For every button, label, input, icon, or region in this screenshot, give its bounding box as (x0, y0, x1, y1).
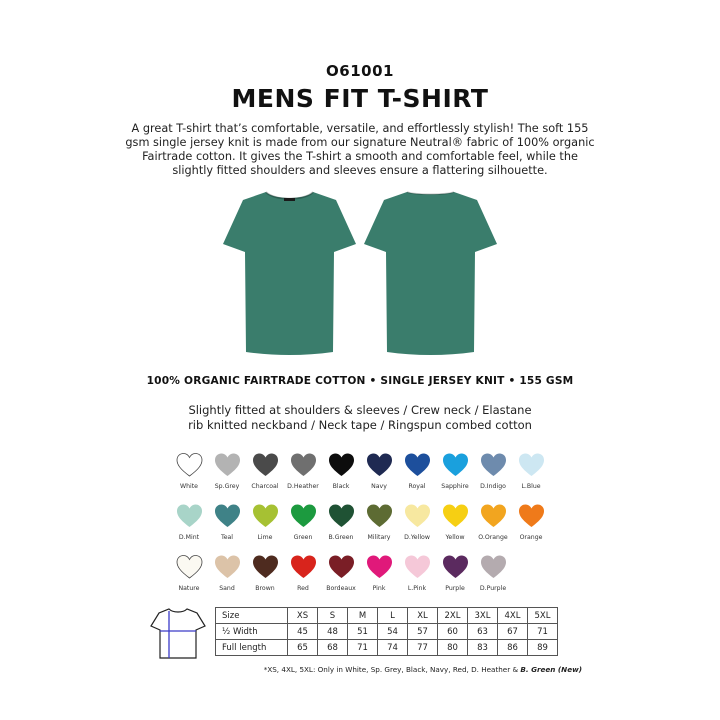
heart-swatch-icon (518, 503, 545, 530)
color-swatch (474, 452, 512, 502)
color-swatch (512, 503, 550, 553)
heart-swatch-icon (176, 554, 203, 581)
table-cell: 80 (438, 640, 468, 656)
color-swatch (170, 554, 208, 604)
color-swatch (322, 452, 360, 502)
color-swatch-label: Purple (445, 585, 465, 592)
tshirt-front-image (222, 188, 357, 356)
color-swatch (170, 503, 208, 553)
color-swatch (284, 452, 322, 502)
table-cell: 45 (288, 624, 318, 640)
heart-swatch-icon (480, 503, 507, 530)
table-cell: 74 (378, 640, 408, 656)
table-cell: 48 (318, 624, 348, 640)
color-swatch (474, 554, 512, 604)
heart-swatch-icon (442, 452, 469, 479)
color-swatch-label: Bordeaux (326, 585, 356, 592)
size-header-cell: S (318, 608, 348, 624)
heart-swatch-icon (290, 554, 317, 581)
color-swatch-label: Sp.Grey (214, 483, 240, 490)
color-swatch-label: Sand (219, 585, 235, 592)
product-description: A great T-shirt that’s comfortable, versatile, and effortlessly stylish! The soft 155 gsm single jersey knit is made from our signature Neutral® fabric of 100% organic Fairtrade cotton. It gives the T-shirt a smooth and comfortable feel, while the slightly fitted shoulders and sleeves ensure a flattering silhouette. (125, 122, 595, 177)
heart-swatch-icon (290, 452, 317, 479)
color-swatch-label: Charcoal (251, 483, 279, 490)
color-swatch-label: Teal (220, 534, 234, 541)
heart-swatch-icon (442, 503, 469, 530)
heart-swatch-icon (176, 452, 203, 479)
heart-swatch-icon (328, 503, 355, 530)
heart-swatch-icon (480, 554, 507, 581)
heart-swatch-icon (176, 503, 203, 530)
table-cell: Full length (216, 640, 288, 656)
color-swatch-label: Brown (255, 585, 275, 592)
size-header-row (216, 608, 558, 624)
color-swatch-label: B.Green (328, 534, 354, 541)
table-cell: 57 (408, 624, 438, 640)
heart-swatch-icon (214, 452, 241, 479)
color-swatch-label: O.Orange (478, 534, 508, 541)
color-swatch (284, 503, 322, 553)
color-swatch-label: Yellow (445, 534, 465, 541)
color-swatch-label: White (180, 483, 198, 490)
color-swatch-label: Nature (178, 585, 200, 592)
color-swatch-label: Lime (257, 534, 273, 541)
color-swatch-label: D.Mint (178, 534, 200, 541)
color-swatch-label: D.Yellow (404, 534, 430, 541)
footnote-text: *XS, 4XL, 5XL: Only in White, Sp. Grey, Black, Navy, Red, D. Heather & (263, 665, 521, 674)
color-swatch-label: Sapphire (441, 483, 469, 490)
color-swatch-label: Red (297, 585, 309, 592)
color-swatch (322, 554, 360, 604)
color-swatch (436, 554, 474, 604)
color-swatch-label: D.Heather (287, 483, 319, 490)
heart-swatch-icon (214, 503, 241, 530)
tshirt-back-image (363, 188, 498, 356)
color-swatch (170, 452, 208, 502)
color-swatch (246, 452, 284, 502)
color-swatch-label: Black (332, 483, 350, 490)
color-swatch (208, 554, 246, 604)
color-swatch (436, 452, 474, 502)
color-swatch-label: Military (367, 534, 391, 541)
color-swatch (512, 452, 550, 502)
table-cell: 65 (288, 640, 318, 656)
measurement-tshirt-icon (150, 604, 206, 660)
table-cell: 71 (528, 624, 558, 640)
table-cell: ½ Width (216, 624, 288, 640)
color-swatch-label: Navy (371, 483, 387, 490)
table-row (216, 624, 558, 640)
color-swatch (246, 503, 284, 553)
color-swatch-label: D.Purple (479, 585, 507, 592)
size-header-cell: 4XL (498, 608, 528, 624)
color-swatch (360, 503, 398, 553)
color-swatch (322, 503, 360, 553)
color-swatch-label: L.Blue (521, 483, 541, 490)
size-header-cell: M (348, 608, 378, 624)
heart-swatch-icon (518, 452, 545, 479)
size-header-cell: L (378, 608, 408, 624)
features-text: Slightly fitted at shoulders & sleeves / Crew neck / Elastane rib knitted neckband / Neck tape / Ringspun combed cotton (188, 403, 532, 432)
heart-swatch-icon (252, 452, 279, 479)
product-title: MENS FIT T-SHIRT (231, 84, 489, 113)
color-swatch-label: Orange (519, 534, 543, 541)
color-swatch-label: L.Pink (407, 585, 427, 592)
heart-swatch-icon (404, 554, 431, 581)
size-header-cell: XL (408, 608, 438, 624)
table-cell: 77 (408, 640, 438, 656)
table-row (216, 640, 558, 656)
table-cell: 51 (348, 624, 378, 640)
color-swatch (398, 554, 436, 604)
heart-swatch-icon (328, 554, 355, 581)
size-header-cell: 3XL (468, 608, 498, 624)
table-cell: 60 (438, 624, 468, 640)
heart-swatch-icon (328, 452, 355, 479)
specs-line: 100% ORGANIC FAIRTRADE COTTON • SINGLE JERSEY KNIT • 155 GSM (146, 375, 574, 387)
color-swatch (398, 452, 436, 502)
size-header-cell: 2XL (438, 608, 468, 624)
color-swatch-label: Pink (372, 585, 386, 592)
table-cell: 89 (528, 640, 558, 656)
heart-swatch-icon (252, 503, 279, 530)
heart-swatch-icon (480, 452, 507, 479)
availability-footnote (242, 665, 582, 674)
color-swatch-label: D.Indigo (480, 483, 506, 490)
size-chart-table (215, 607, 558, 656)
color-swatch (398, 503, 436, 553)
color-swatch (360, 452, 398, 502)
color-swatch (474, 503, 512, 553)
table-cell: 54 (378, 624, 408, 640)
table-cell: 68 (318, 640, 348, 656)
color-swatch-label: Royal (408, 483, 426, 490)
color-swatch (208, 452, 246, 502)
table-cell: 83 (468, 640, 498, 656)
color-swatch-label: Green (293, 534, 313, 541)
color-swatch (360, 554, 398, 604)
heart-swatch-icon (404, 452, 431, 479)
table-cell: 71 (348, 640, 378, 656)
heart-swatch-icon (404, 503, 431, 530)
table-cell: 67 (498, 624, 528, 640)
table-cell: 86 (498, 640, 528, 656)
heart-swatch-icon (214, 554, 241, 581)
size-header-cell: XS (288, 608, 318, 624)
heart-swatch-icon (290, 503, 317, 530)
footnote-emphasis: B. Green (New) (520, 665, 582, 674)
heart-swatch-icon (366, 452, 393, 479)
heart-swatch-icon (442, 554, 469, 581)
heart-swatch-icon (366, 554, 393, 581)
color-swatch (208, 503, 246, 553)
heart-swatch-icon (252, 554, 279, 581)
size-header-cell: 5XL (528, 608, 558, 624)
color-swatch (284, 554, 322, 604)
heart-swatch-icon (366, 503, 393, 530)
color-swatch (246, 554, 284, 604)
size-header-cell: Size (216, 608, 288, 624)
product-code: O61001 (326, 62, 394, 80)
color-swatch (436, 503, 474, 553)
table-cell: 63 (468, 624, 498, 640)
